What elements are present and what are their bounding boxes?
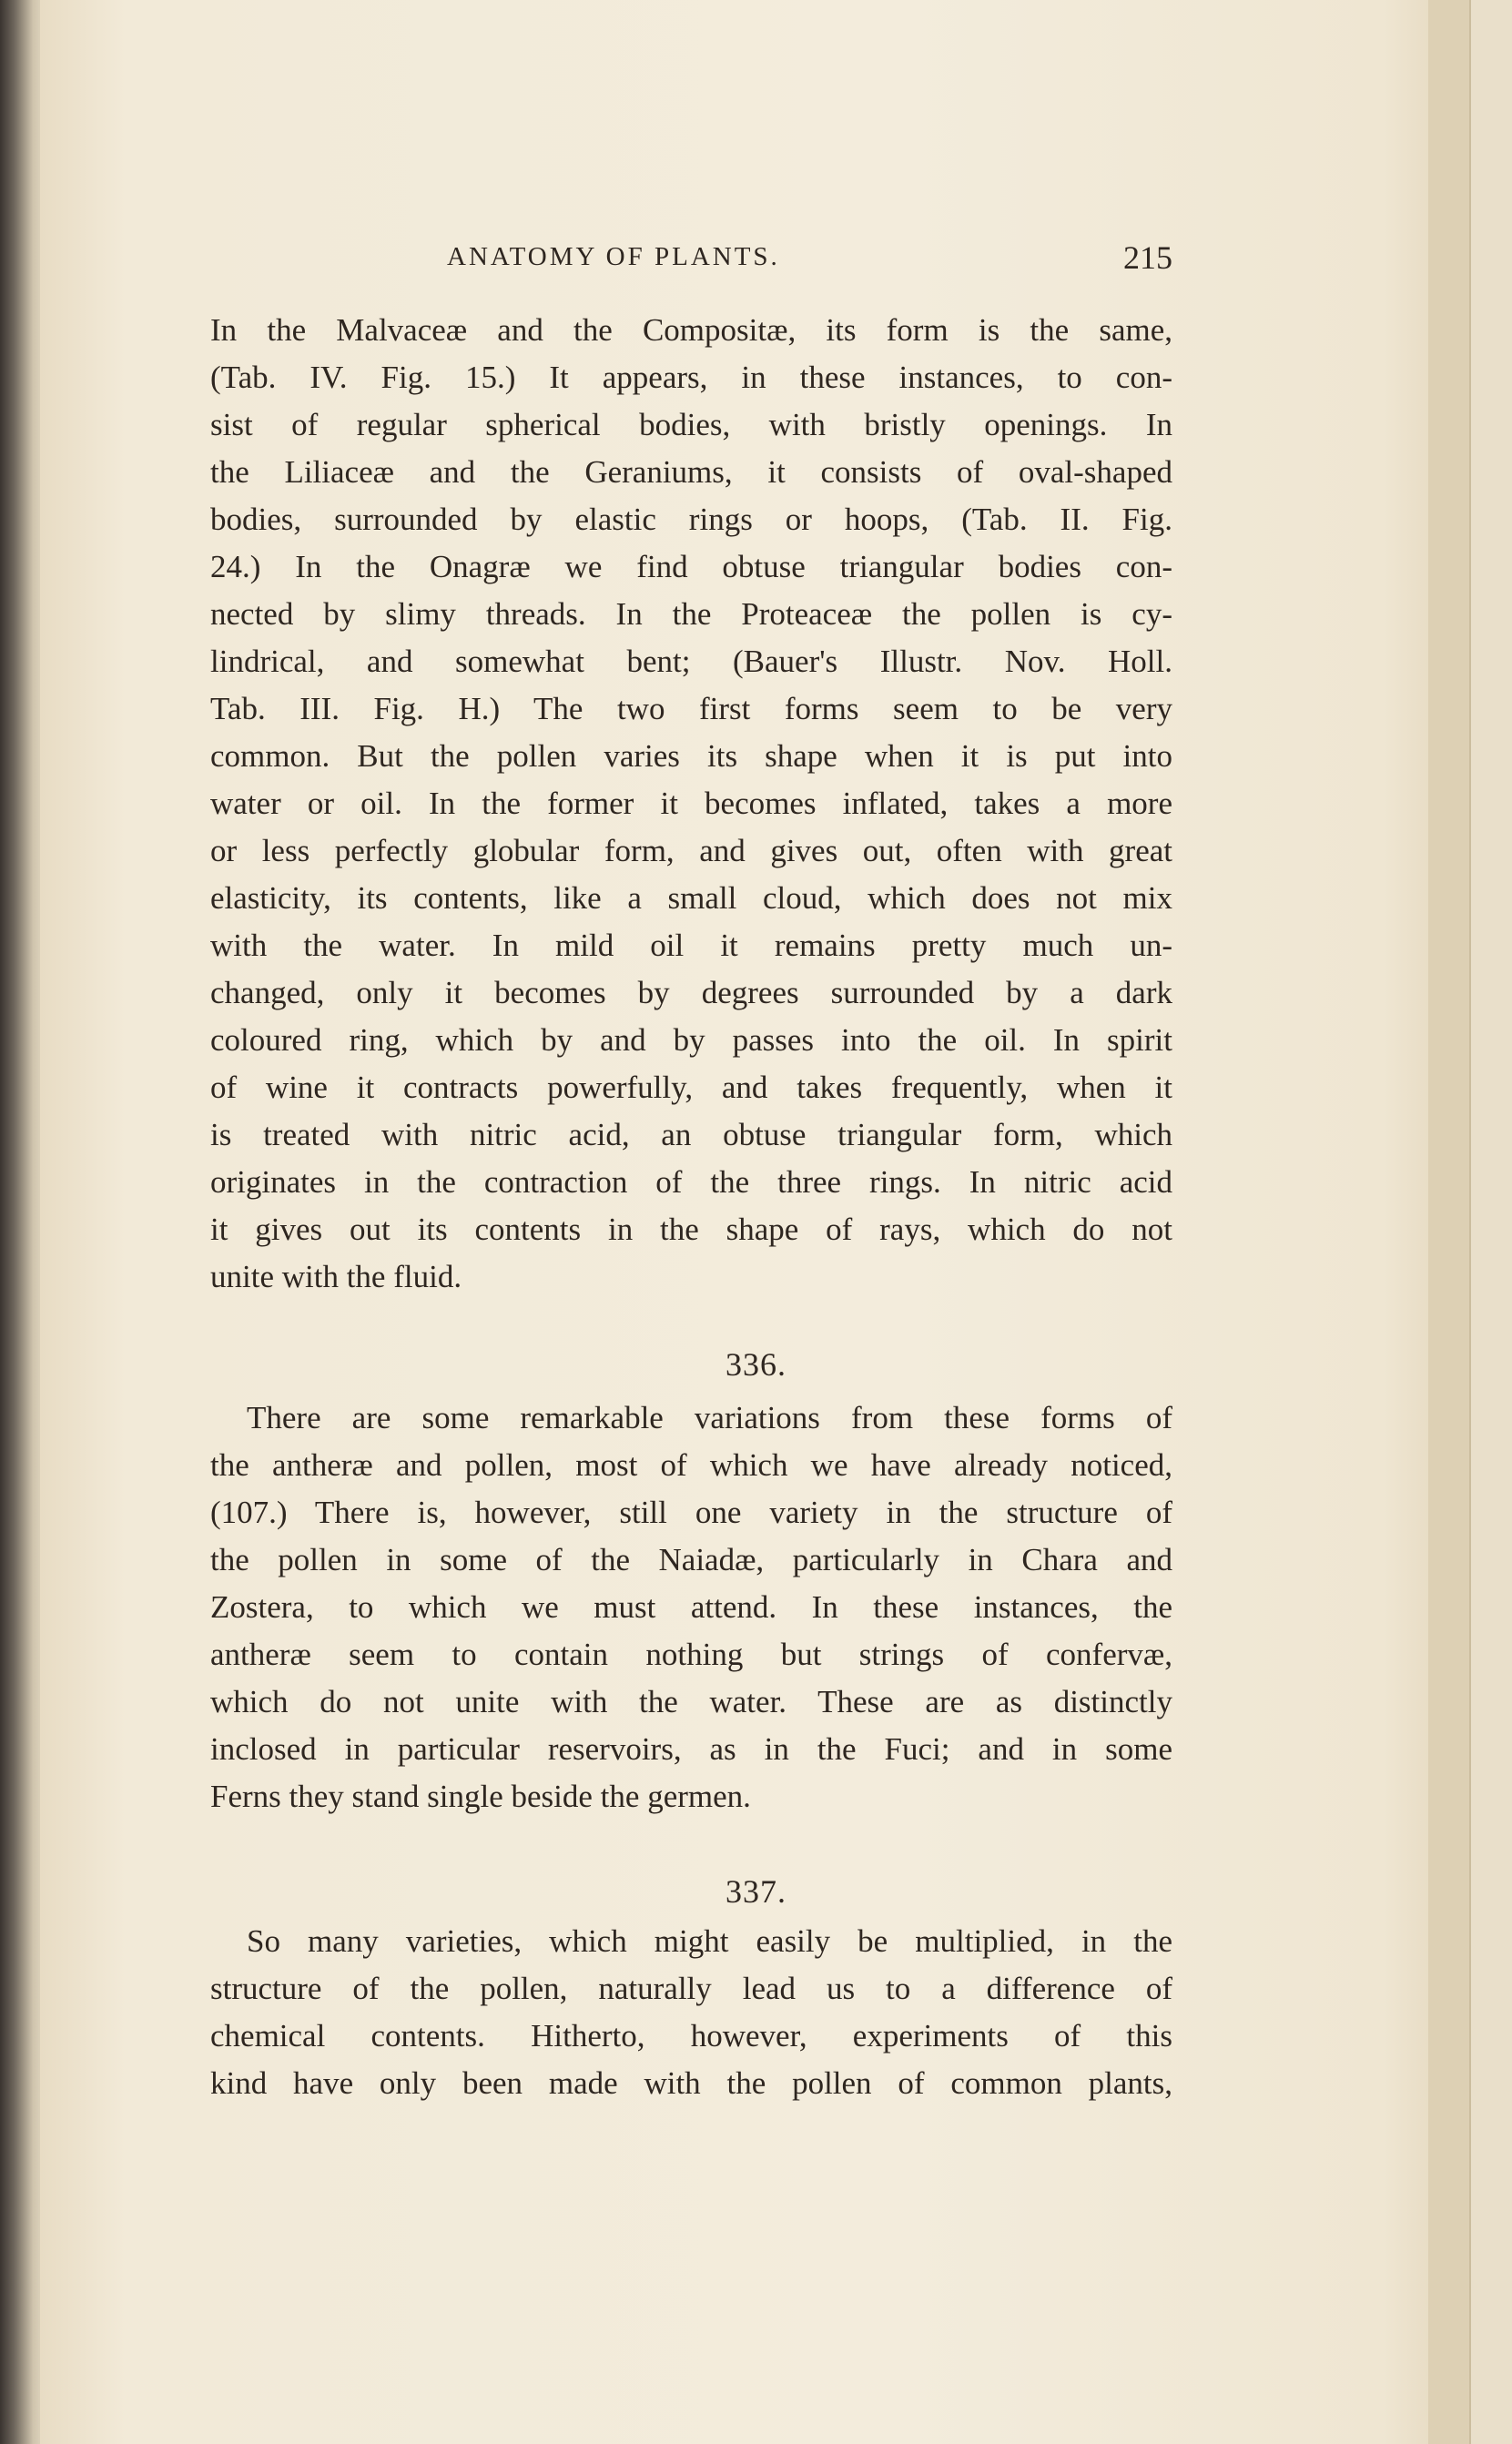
section-number-337: 337. <box>726 1873 786 1910</box>
text-line: Tab. III. Fig. H.) The two first forms seem to be very <box>210 691 1172 726</box>
text-line: elasticity, its contents, like a small cloud, which does not mix <box>210 880 1172 916</box>
text-line: bodies, surrounded by elastic rings or hoops, (Tab. II. Fig. <box>210 502 1172 537</box>
text-line: 24.) In the Onagræ we find obtuse triangular bodies con- <box>210 549 1172 584</box>
text-line: unite with the fluid. <box>210 1259 462 1294</box>
text-line: (107.) There is, however, still one variety in the structure of <box>210 1495 1172 1530</box>
text-line: with the water. In mild oil it remains pretty much un- <box>210 928 1172 963</box>
text-line: the Liliaceæ and the Geraniums, it consists of oval-shaped <box>210 454 1172 490</box>
text-line: So many varieties, which might easily be multiplied, in the <box>247 1923 1172 1959</box>
text-line: changed, only it becomes by degrees surrounded by a dark <box>210 975 1172 1010</box>
paragraph-337 <box>210 1918 1172 2107</box>
text-line: chemical contents. Hitherto, however, experiments of this <box>210 2018 1172 2054</box>
text-line: There are some remarkable variations from these forms of <box>247 1400 1172 1435</box>
text-line: structure of the pollen, naturally lead us to a difference of <box>210 1971 1172 2006</box>
paragraph-1 <box>210 307 1172 1301</box>
text-line: water or oil. In the former it becomes inflated, takes a more <box>210 786 1172 821</box>
text-line: antheræ seem to contain nothing but strings of confervæ, <box>210 1637 1172 1672</box>
text-line: which do not unite with the water. These are as distinctly <box>210 1684 1172 1719</box>
text-line: originates in the contraction of the three rings. In nitric acid <box>210 1164 1172 1200</box>
page-edge <box>1428 0 1469 2444</box>
text-line: (Tab. IV. Fig. 15.) It appears, in these instances, to con- <box>210 360 1172 395</box>
text-line: In the Malvaceæ and the Compositæ, its form is the same, <box>210 312 1172 348</box>
text-line: is treated with nitric acid, an obtuse triangular form, which <box>210 1117 1172 1152</box>
section-number-336: 336. <box>726 1346 786 1383</box>
text-line: or less perfectly globular form, and gives out, often with great <box>210 833 1172 868</box>
paragraph-336 <box>210 1394 1172 1820</box>
text-line: the pollen in some of the Naiadæ, particularly in Chara and <box>210 1542 1172 1577</box>
text-line: nected by slimy threads. In the Proteaceæ the pollen is cy- <box>210 596 1172 632</box>
text-line: inclosed in particular reservoirs, as in the Fuci; and in some <box>210 1731 1172 1767</box>
text-line: it gives out its contents in the shape of rays, which do not <box>210 1212 1172 1247</box>
text-line: sist of regular spherical bodies, with bristly openings. In <box>210 407 1172 442</box>
text-line: Ferns they stand single beside the germen. <box>210 1779 751 1814</box>
page-number: 215 <box>1123 239 1172 276</box>
running-header <box>210 238 1172 279</box>
text-line: Zostera, to which we must attend. In these instances, the <box>210 1589 1172 1625</box>
text-line: lindrical, and somewhat bent; (Bauer's Illustr. Nov. Holl. <box>210 644 1172 679</box>
text-line: of wine it contracts powerfully, and takes frequently, when it <box>210 1070 1172 1105</box>
text-line: coloured ring, which by and by passes into the oil. In spirit <box>210 1022 1172 1058</box>
text-line: the antheræ and pollen, most of which we have already noticed, <box>210 1447 1172 1483</box>
text-line: kind have only been made with the pollen of common plants, <box>210 2065 1172 2101</box>
text-line: common. But the pollen varies its shape when it is put into <box>210 738 1172 774</box>
running-title: ANATOMY OF PLANTS. <box>447 242 780 271</box>
